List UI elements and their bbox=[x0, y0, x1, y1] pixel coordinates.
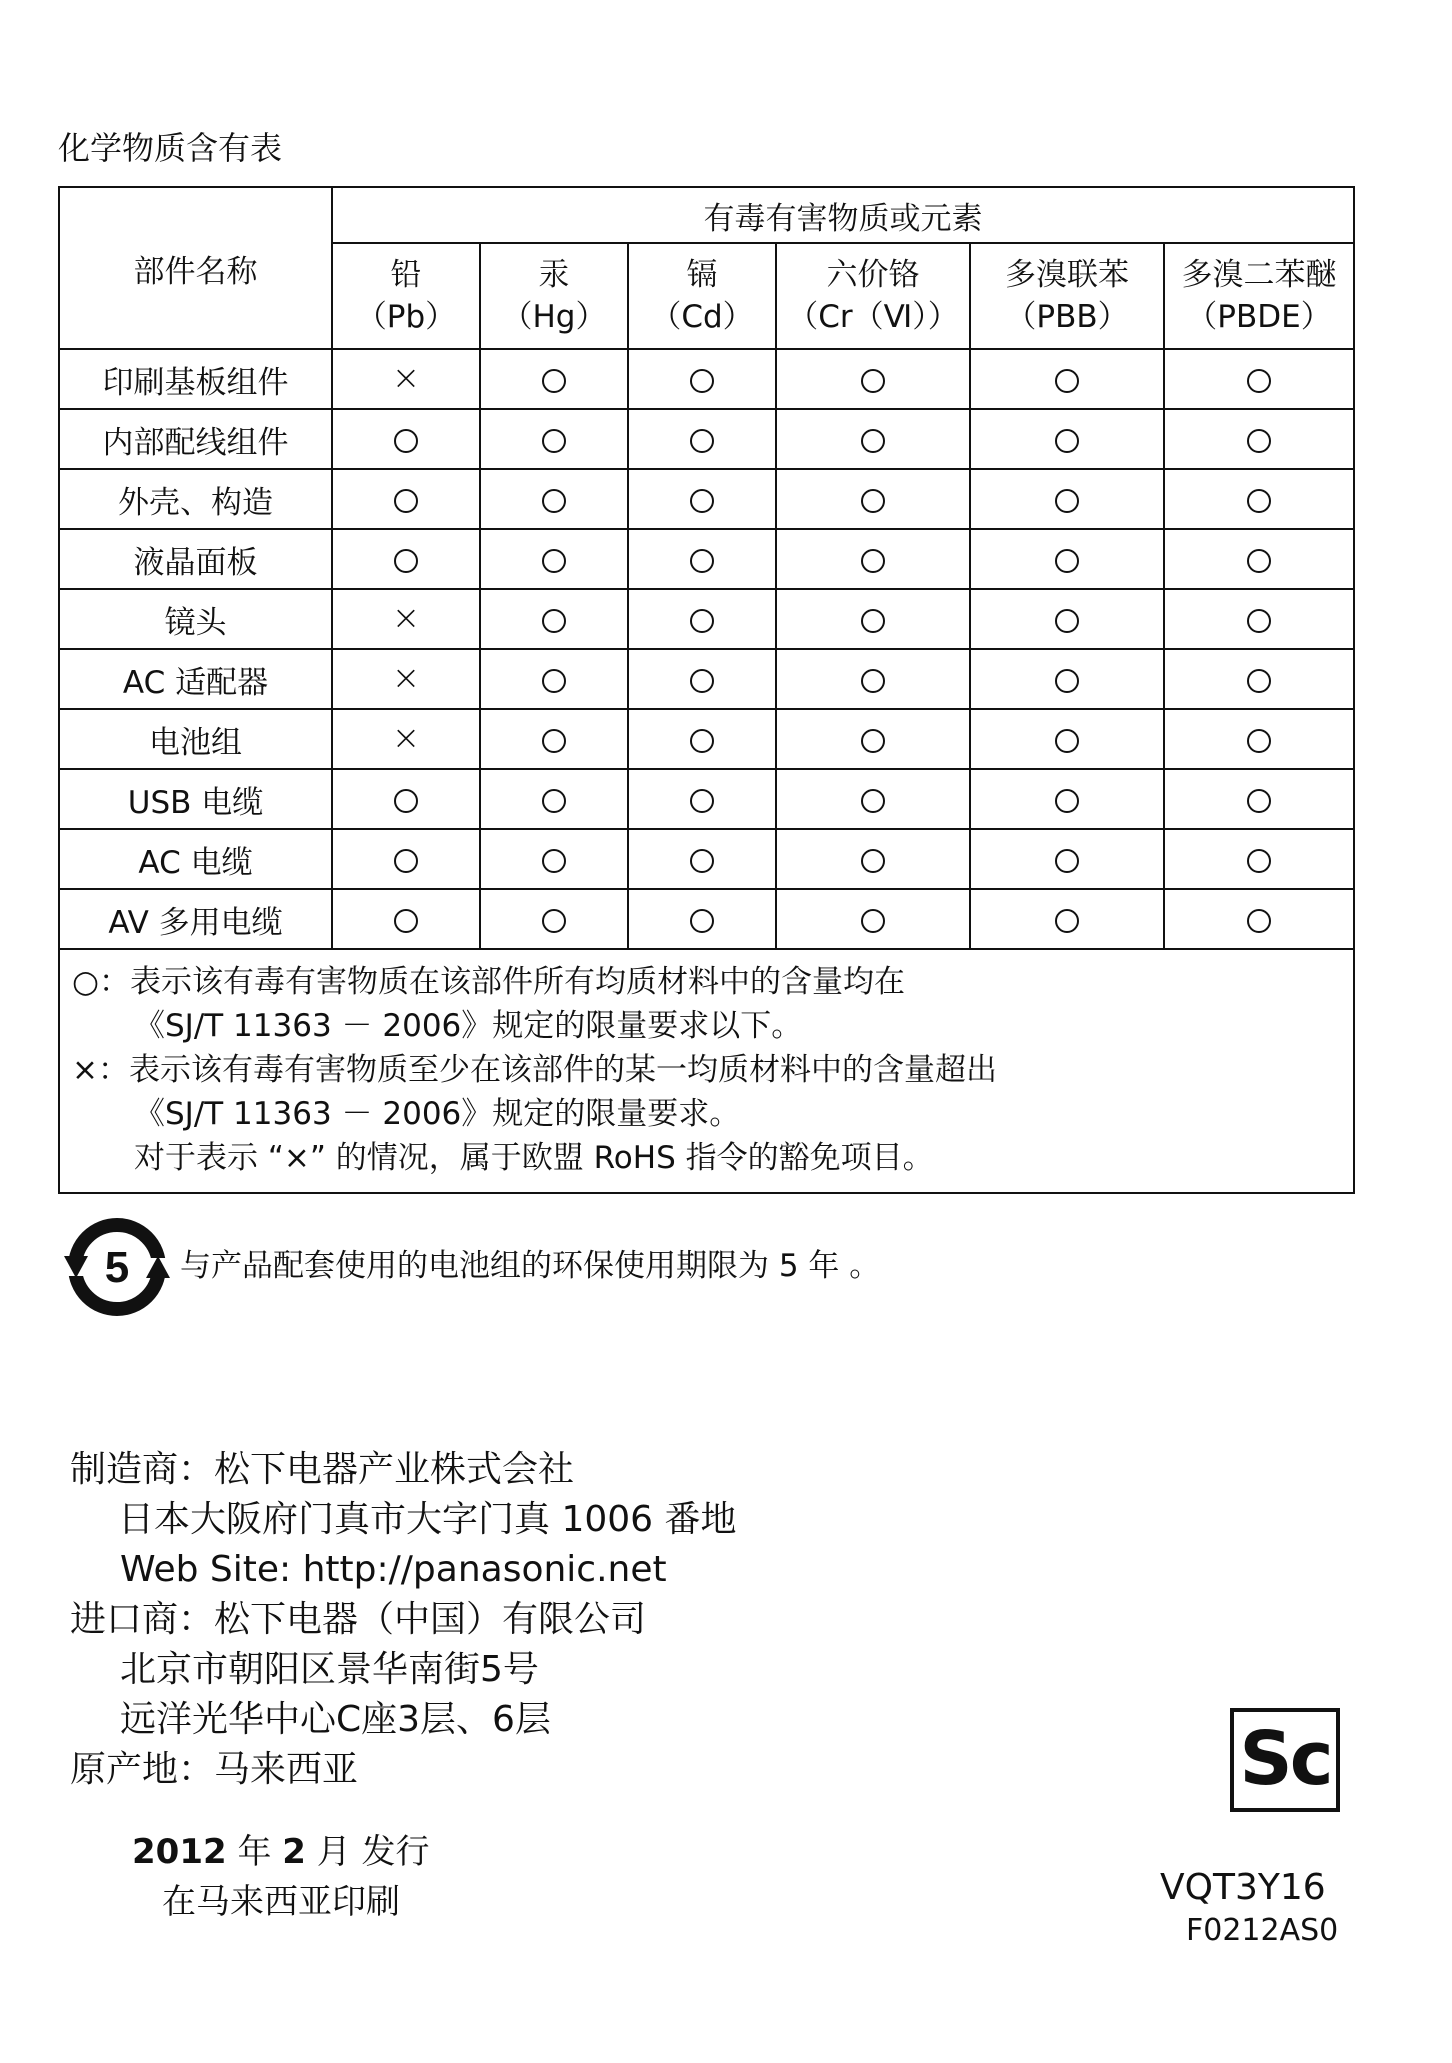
circle-mark-icon bbox=[542, 489, 566, 513]
substance-mark-cell bbox=[776, 409, 970, 469]
circle-mark-icon bbox=[542, 549, 566, 573]
circle-mark-icon bbox=[861, 489, 885, 513]
table-row bbox=[59, 349, 1354, 409]
print-place: 在马来西亚印刷 bbox=[162, 1882, 400, 1922]
environment-period-text: 与产品配套使用的电池组的环保使用期限为 5 年 。 bbox=[180, 1248, 881, 1284]
circle-mark-icon bbox=[542, 849, 566, 873]
importer-name: 进口商：松下电器（中国）有限公司 bbox=[70, 1599, 647, 1640]
circle-mark-icon bbox=[1247, 609, 1271, 633]
circle-mark-icon bbox=[861, 669, 885, 693]
issue-date bbox=[132, 1830, 430, 1874]
document-subcode: F0212AS0 bbox=[1186, 1913, 1339, 1948]
substance-mark-cell bbox=[1164, 589, 1354, 649]
circle-mark-icon bbox=[1055, 789, 1079, 813]
substance-name: 多溴二苯醚 bbox=[1181, 257, 1337, 293]
cross-mark: × bbox=[391, 358, 421, 398]
table-row bbox=[59, 589, 1354, 649]
substance-mark-cell bbox=[628, 529, 776, 589]
substance-mark-cell bbox=[332, 829, 480, 889]
circle-mark-icon bbox=[1247, 489, 1271, 513]
circle-mark-icon bbox=[861, 909, 885, 933]
substance-mark-cell bbox=[970, 529, 1164, 589]
recycle-period-icon bbox=[62, 1212, 172, 1322]
substance-mark-cell bbox=[628, 469, 776, 529]
circle-mark-icon bbox=[861, 429, 885, 453]
circle-mark-icon bbox=[690, 729, 714, 753]
substance-mark-cell bbox=[628, 589, 776, 649]
substance-group-header: 有毒有害物质或元素 bbox=[332, 187, 1354, 243]
substance-mark-cell bbox=[970, 649, 1164, 709]
circle-mark-icon bbox=[690, 549, 714, 573]
substance-mark-cell bbox=[970, 349, 1164, 409]
substance-mark-cell bbox=[628, 829, 776, 889]
part-name-cell: 内部配线组件 bbox=[59, 409, 332, 469]
substance-mark-cell bbox=[776, 469, 970, 529]
table-row bbox=[59, 649, 1354, 709]
substance-mark-cell bbox=[628, 649, 776, 709]
substance-mark-cell bbox=[1164, 409, 1354, 469]
part-name-cell: AC 电缆 bbox=[59, 829, 332, 889]
substance-mark-cell bbox=[628, 769, 776, 829]
manufacturer-website: Web Site: http://panasonic.net bbox=[120, 1549, 667, 1590]
legend-exemption: 对于表示 “×” 的情况，属于欧盟 RoHS 指令的豁免项目。 bbox=[134, 1140, 934, 1176]
document-title: 化学物质含有表 bbox=[58, 129, 283, 167]
table-body bbox=[59, 349, 1354, 949]
circle-mark-icon bbox=[861, 789, 885, 813]
circle-mark-icon bbox=[394, 489, 418, 513]
substance-mark-cell bbox=[1164, 889, 1354, 949]
table-row bbox=[59, 469, 1354, 529]
substance-mark-cell bbox=[480, 469, 628, 529]
substance-mark-cell bbox=[332, 889, 480, 949]
part-name-cell: USB 电缆 bbox=[59, 769, 332, 829]
substance-name: 铅 bbox=[390, 257, 422, 293]
substance-mark-cell bbox=[970, 709, 1164, 769]
substance-mark-cell bbox=[776, 349, 970, 409]
substance-header bbox=[776, 243, 970, 349]
substance-name: 六价铬 bbox=[826, 257, 920, 293]
circle-mark-icon bbox=[690, 669, 714, 693]
legend-circle-line2: 《SJ/T 11363 － 2006》规定的限量要求以下。 bbox=[134, 1008, 803, 1044]
part-name-cell: AC 适配器 bbox=[59, 649, 332, 709]
circle-mark-icon bbox=[1247, 909, 1271, 933]
substance-mark-cell bbox=[480, 649, 628, 709]
circle-mark-icon bbox=[542, 789, 566, 813]
table-row bbox=[59, 409, 1354, 469]
circle-mark-icon bbox=[1247, 369, 1271, 393]
circle-mark-icon bbox=[1055, 369, 1079, 393]
substance-mark-cell bbox=[970, 409, 1164, 469]
table-row bbox=[59, 529, 1354, 589]
circle-mark-icon bbox=[1247, 849, 1271, 873]
substance-mark-cell bbox=[480, 349, 628, 409]
importer-address-line2: 远洋光华中心C座3层、6层 bbox=[120, 1699, 551, 1740]
cross-mark: × bbox=[391, 598, 421, 638]
circle-mark-icon bbox=[690, 429, 714, 453]
part-name-cell: 电池组 bbox=[59, 709, 332, 769]
cross-mark: × bbox=[391, 658, 421, 698]
circle-mark-icon bbox=[542, 429, 566, 453]
part-name-cell: 印刷基板组件 bbox=[59, 349, 332, 409]
substance-mark-cell bbox=[1164, 469, 1354, 529]
substance-mark-cell bbox=[480, 589, 628, 649]
table-row bbox=[59, 769, 1354, 829]
substance-mark-cell bbox=[1164, 529, 1354, 589]
substance-mark-cell bbox=[776, 709, 970, 769]
legend bbox=[59, 949, 1354, 1193]
substance-mark-cell bbox=[628, 349, 776, 409]
part-name-cell: 镜头 bbox=[59, 589, 332, 649]
circle-mark-icon bbox=[1247, 429, 1271, 453]
substance-mark-cell bbox=[332, 649, 480, 709]
circle-mark-icon bbox=[690, 849, 714, 873]
circle-mark-icon bbox=[1247, 669, 1271, 693]
substance-formula: （Hg） bbox=[501, 299, 607, 335]
substance-formula: （PBDE） bbox=[1186, 299, 1332, 335]
substance-mark-cell bbox=[480, 409, 628, 469]
substance-header bbox=[970, 243, 1164, 349]
circle-mark-icon bbox=[861, 369, 885, 393]
manufacturer-address: 日本大阪府门真市大字门真 1006 番地 bbox=[118, 1499, 737, 1540]
substance-mark-cell bbox=[628, 709, 776, 769]
substance-mark-cell bbox=[776, 829, 970, 889]
issue-month: 2 bbox=[282, 1832, 306, 1872]
substance-mark-cell bbox=[776, 889, 970, 949]
substance-mark-cell bbox=[480, 769, 628, 829]
substance-formula: （Cr（Ⅵ）） bbox=[787, 299, 959, 335]
circle-mark-icon bbox=[1055, 549, 1079, 573]
substance-header bbox=[1164, 243, 1354, 349]
part-name-cell: 外壳、构造 bbox=[59, 469, 332, 529]
circle-mark-icon bbox=[1247, 729, 1271, 753]
substance-mark-cell bbox=[332, 409, 480, 469]
cross-mark: × bbox=[391, 718, 421, 758]
substance-mark-cell bbox=[480, 529, 628, 589]
substance-mark-cell bbox=[970, 889, 1164, 949]
table-row bbox=[59, 709, 1354, 769]
legend-circle-line1: ○：表示该有毒有害物质在该部件所有均质材料中的含量均在 bbox=[72, 964, 906, 1000]
circle-mark-icon bbox=[542, 909, 566, 933]
substance-formula: （Cd） bbox=[650, 299, 754, 335]
issue-year-unit: 年 bbox=[226, 1832, 283, 1872]
substance-name: 镉 bbox=[686, 257, 718, 293]
substance-formula: （PBB） bbox=[1005, 299, 1129, 335]
substance-header bbox=[628, 243, 776, 349]
substance-mark-cell bbox=[332, 709, 480, 769]
substance-name: 汞 bbox=[538, 257, 570, 293]
circle-mark-icon bbox=[542, 369, 566, 393]
circle-mark-icon bbox=[394, 429, 418, 453]
period-number: 5 bbox=[104, 1243, 130, 1292]
circle-mark-icon bbox=[1055, 429, 1079, 453]
substance-mark-cell bbox=[776, 589, 970, 649]
table-row bbox=[59, 829, 1354, 889]
circle-mark-icon bbox=[1247, 789, 1271, 813]
circle-mark-icon bbox=[1055, 609, 1079, 633]
substance-mark-cell bbox=[332, 349, 480, 409]
substance-formula: （Pb） bbox=[355, 299, 457, 335]
substance-mark-cell bbox=[1164, 349, 1354, 409]
circle-mark-icon bbox=[1055, 489, 1079, 513]
circle-mark-icon bbox=[394, 849, 418, 873]
substance-mark-cell bbox=[332, 469, 480, 529]
substance-mark-cell bbox=[628, 409, 776, 469]
part-name-cell: 液晶面板 bbox=[59, 529, 332, 589]
substance-table bbox=[58, 186, 1355, 1194]
substance-name: 多溴联苯 bbox=[1005, 257, 1129, 293]
substance-mark-cell bbox=[480, 829, 628, 889]
substance-header bbox=[480, 243, 628, 349]
circle-mark-icon bbox=[1247, 549, 1271, 573]
substance-mark-cell bbox=[1164, 769, 1354, 829]
substance-mark-cell bbox=[480, 709, 628, 769]
circle-mark-icon bbox=[1055, 909, 1079, 933]
legend-cross-line1: ×：表示该有毒有害物质至少在该部件的某一均质材料中的含量超出 bbox=[72, 1052, 997, 1088]
circle-mark-icon bbox=[542, 729, 566, 753]
substance-mark-cell bbox=[480, 889, 628, 949]
circle-mark-icon bbox=[394, 909, 418, 933]
substance-mark-cell bbox=[332, 529, 480, 589]
circle-mark-icon bbox=[542, 669, 566, 693]
substance-mark-cell bbox=[970, 829, 1164, 889]
substance-mark-cell bbox=[970, 769, 1164, 829]
substance-mark-cell bbox=[1164, 649, 1354, 709]
substance-mark-cell bbox=[970, 469, 1164, 529]
circle-mark-icon bbox=[861, 609, 885, 633]
circle-mark-icon bbox=[542, 609, 566, 633]
circle-mark-icon bbox=[1055, 669, 1079, 693]
circle-mark-icon bbox=[690, 789, 714, 813]
issue-month-unit: 月 发行 bbox=[305, 1832, 430, 1872]
substance-mark-cell bbox=[332, 769, 480, 829]
document-code: VQT3Y16 bbox=[1160, 1867, 1326, 1908]
substance-mark-cell bbox=[1164, 709, 1354, 769]
substance-mark-cell bbox=[1164, 829, 1354, 889]
circle-mark-icon bbox=[690, 369, 714, 393]
part-name-cell: AV 多用电缆 bbox=[59, 889, 332, 949]
substance-header bbox=[332, 243, 480, 349]
circle-mark-icon bbox=[1055, 729, 1079, 753]
manufacturer-name: 制造商：松下电器产业株式会社 bbox=[70, 1449, 575, 1490]
circle-mark-icon bbox=[394, 789, 418, 813]
substance-mark-cell bbox=[776, 649, 970, 709]
circle-mark-icon bbox=[690, 489, 714, 513]
table-row bbox=[59, 889, 1354, 949]
substance-mark-cell bbox=[776, 769, 970, 829]
importer-address-line1: 北京市朝阳区景华南街5号 bbox=[120, 1649, 539, 1690]
circle-mark-icon bbox=[690, 609, 714, 633]
substance-mark-cell bbox=[332, 589, 480, 649]
circle-mark-icon bbox=[861, 849, 885, 873]
sc-mark: Sc bbox=[1230, 1708, 1340, 1812]
circle-mark-icon bbox=[690, 909, 714, 933]
substance-mark-cell bbox=[628, 889, 776, 949]
circle-mark-icon bbox=[861, 549, 885, 573]
part-name-header: 部件名称 bbox=[59, 187, 332, 349]
circle-mark-icon bbox=[861, 729, 885, 753]
legend-cross-line2: 《SJ/T 11363 － 2006》规定的限量要求。 bbox=[134, 1096, 741, 1132]
substance-mark-cell bbox=[970, 589, 1164, 649]
substance-mark-cell bbox=[776, 529, 970, 589]
country-of-origin: 原产地：马来西亚 bbox=[70, 1749, 359, 1790]
issue-year: 2012 bbox=[132, 1832, 227, 1872]
circle-mark-icon bbox=[394, 549, 418, 573]
circle-mark-icon bbox=[1055, 849, 1079, 873]
